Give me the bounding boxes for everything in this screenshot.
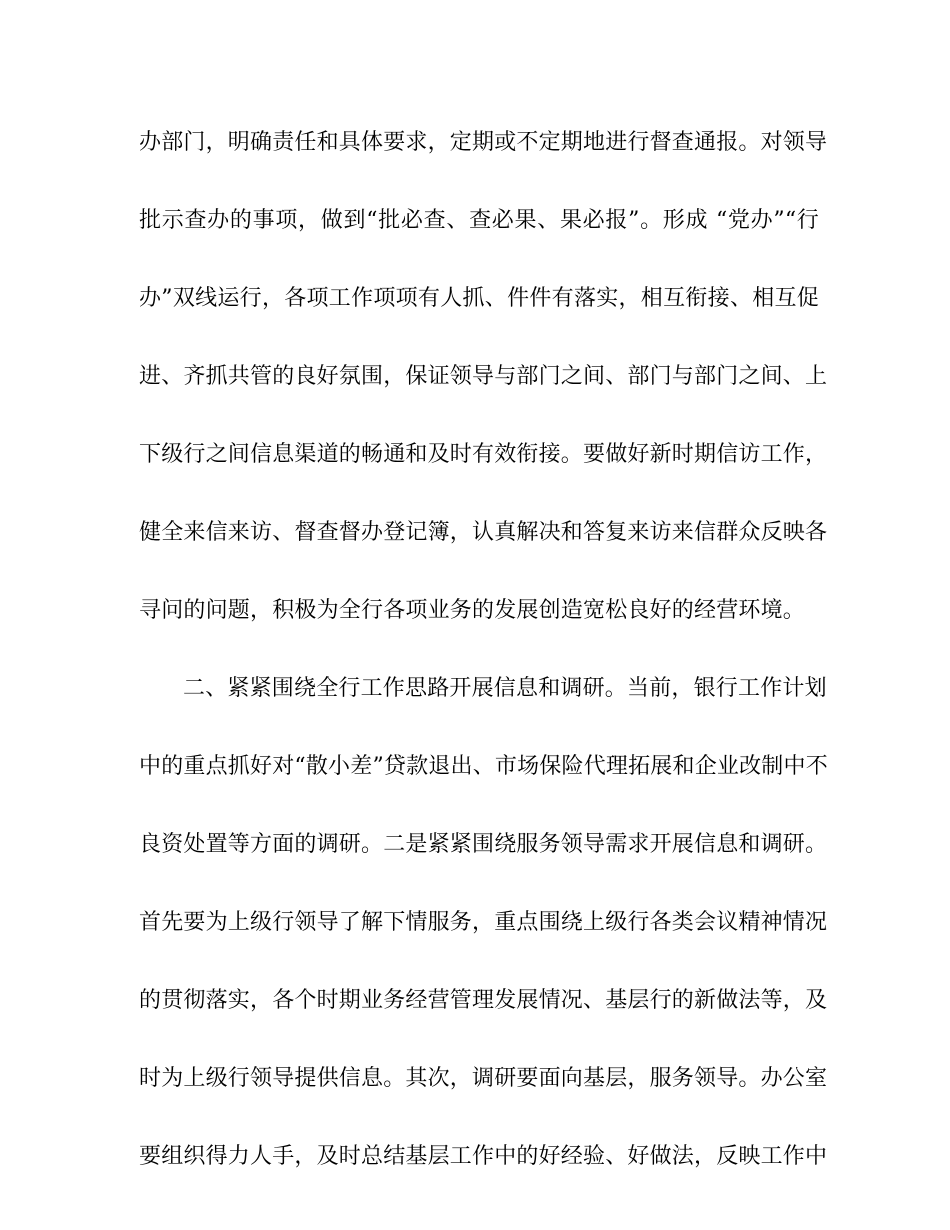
text-line: 的贯彻落实，各个时期业务经营管理发展情况、基层行的新做法等，及 xyxy=(139,988,828,1013)
text-line: 办部门，明确责任和具体要求，定期或不定期地进行督查通报。对领导 xyxy=(139,130,828,155)
text-line: 进、齐抓共管的良好氛围，保证领导与部门之间、部门与部门之间、上 xyxy=(139,364,828,389)
text-line: 寻问的问题，积极为全行各项业务的发展创造宽松良好的经营环境。 xyxy=(139,598,806,623)
text-line: 办”双线运行，各项工作项项有人抓、件件有落实，相互衔接、相互促 xyxy=(139,286,819,311)
text-line: 要组织得力人手，及时总结基层工作中的好经验、好做法，反映工作中 xyxy=(139,1144,828,1169)
text-line-paragraph-start: 二、紧紧围绕全行工作思路开展信息和调研。当前，银行工作计划 xyxy=(183,676,827,701)
text-line: 中的重点抓好对“散小差”贷款退出、市场保险代理拓展和企业改制中不 xyxy=(139,754,828,779)
text-line: 首先要为上级行领导了解下情服务，重点围绕上级行各类会议精神情况 xyxy=(139,910,828,935)
document-body xyxy=(139,124,828,1216)
text-line: 下级行之间信息渠道的畅通和及时有效衔接。要做好新时期信访工作， xyxy=(139,442,828,467)
text-line: 批示查办的事项，做到“批必查、查必果、果必报”。形成 “党办”“行 xyxy=(139,208,819,233)
text-line: 时为上级行领导提供信息。其次，调研要面向基层，服务领导。办公室 xyxy=(139,1066,828,1091)
text-line: 良资处置等方面的调研。二是紧紧围绕服务领导需求开展信息和调研。 xyxy=(139,832,828,857)
text-line: 健全来信来访、督查督办登记簿，认真解决和答复来访来信群众反映各 xyxy=(139,520,828,545)
